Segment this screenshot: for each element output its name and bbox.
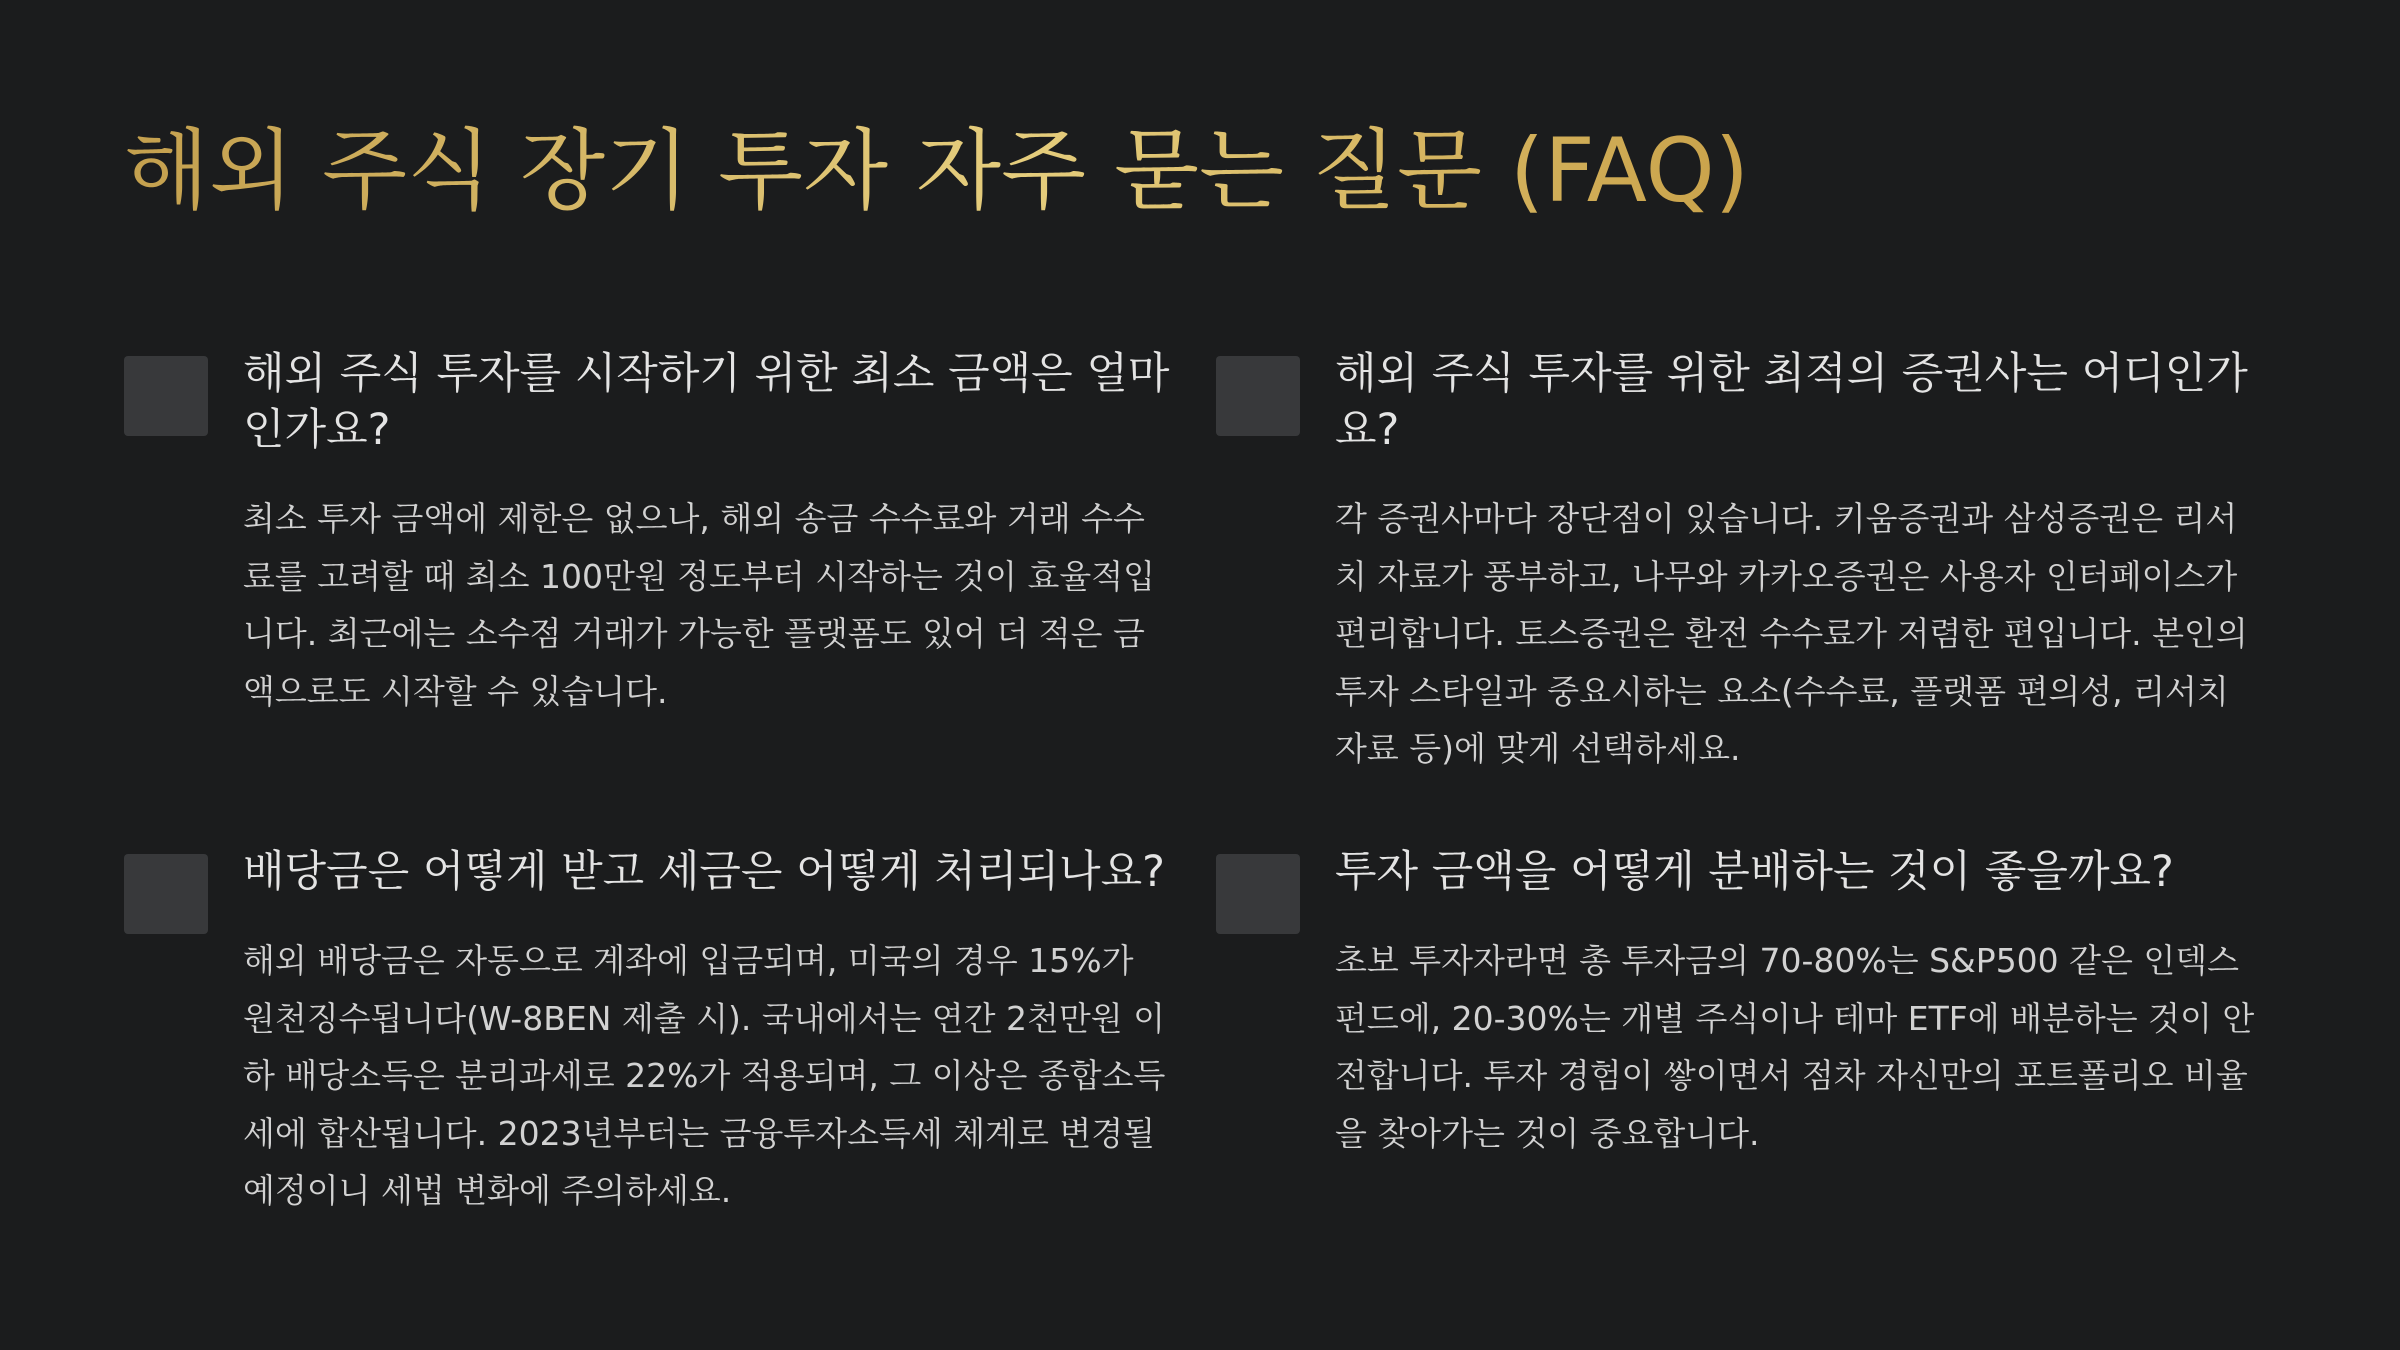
faq-answer: 최소 투자 금액에 제한은 없으나, 해외 송금 수수료와 거래 수수료를 고려할 때 최소 100만원 정도부터 시작하는 것이 효율적입니다. 최근에는 소수점 거래가 가능한 플랫폼도 있어 더 적은 금액으로도 시작할 수 있습니다.: [243, 499, 1155, 711]
faq-item-content: [1335, 847, 2265, 1162]
faq-answer: 각 증권사마다 장단점이 있습니다. 키움증권과 삼성증권은 리서치 자료가 풍부하고, 나무와 카카오증권은 사용자 인터페이스가 편리합니다. 토스증권은 환전 수수료가 저렴한 편입니다. 본인의 투자 스타일과 중요시하는 요소(수수료, 플랫폼 편의성, 리서치 자료 등)에 맞게 선택하세요.: [1335, 499, 2248, 768]
bullet-square-icon: [124, 356, 208, 436]
faq-question: 해외 주식 투자를 시작하기 위한 최소 금액은 얼마인가요?: [243, 349, 1170, 455]
bullet-square-icon: [1216, 356, 1300, 436]
faq-answer: 초보 투자자라면 총 투자금의 70-80%는 S&P500 같은 인덱스 펀드에, 20-30%는 개별 주식이나 테마 ETF에 배분하는 것이 안전합니다. 투자 경험이 쌓이면서 점차 자신만의 포트폴리오 비율을 찾아가는 것이 중요합니다.: [1335, 941, 2255, 1153]
faq-item-content: [1335, 349, 2265, 778]
faq-question: 해외 주식 투자를 위한 최적의 증권사는 어디인가요?: [1335, 349, 2248, 455]
faq-question: 투자 금액을 어떻게 분배하는 것이 좋을까요?: [1335, 847, 2174, 897]
bullet-square-icon: [124, 854, 208, 934]
page-title: 해외 주식 장기 투자 자주 묻는 질문 (FAQ): [124, 119, 1750, 222]
faq-item-content: [243, 847, 1173, 1220]
faq-question: 배당금은 어떻게 받고 세금은 어떻게 처리되나요?: [243, 847, 1165, 897]
faq-item-content: [243, 349, 1173, 720]
bullet-square-icon: [1216, 854, 1300, 934]
faq-answer: 해외 배당금은 자동으로 계좌에 입금되며, 미국의 경우 15%가 원천징수됩니다(W-8BEN 제출 시). 국내에서는 연간 2천만원 이하 배당소득은 분리과세로 22%가 적용되며, 그 이상은 종합소득세에 합산됩니다. 2023년부터는 금융투자소득세 체계로 변경될 예정이니 세법 변화에 주의하세요.: [243, 941, 1166, 1210]
